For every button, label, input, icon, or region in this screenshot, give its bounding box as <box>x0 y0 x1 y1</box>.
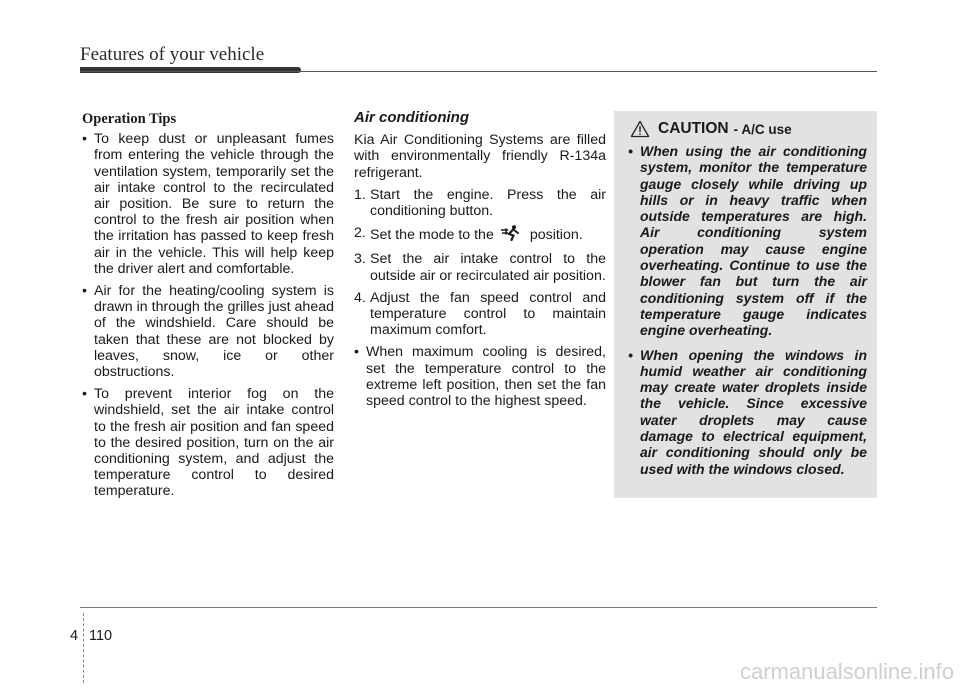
page-section-number: 4 <box>70 628 79 644</box>
footer-divider <box>83 613 85 683</box>
operation-tips-list <box>82 131 334 499</box>
footer-rule <box>80 607 877 608</box>
page-header-title: Features of your vehicle <box>80 44 265 65</box>
bullet-mark: • <box>354 344 359 361</box>
bullet-mark: • <box>82 131 87 148</box>
bullet-mark: • <box>82 283 87 300</box>
list-item-text: Air for the heating/cooling system is drawn in through the grilles just ahead of the windshield. Care should be taken that these are not blocked by leaves, snow, ice or other obstructions. <box>94 283 334 381</box>
step-item <box>354 251 606 283</box>
caution-subtitle: - A/C use <box>733 121 792 137</box>
operation-tips-heading: Operation Tips <box>82 111 177 127</box>
caution-list <box>628 143 867 477</box>
bullet-mark: • <box>82 386 87 403</box>
bullet-mark: • <box>628 346 633 363</box>
caution-header <box>628 120 867 138</box>
step-item <box>354 187 606 219</box>
air-conditioning-steps <box>354 187 606 339</box>
list-item <box>82 386 334 499</box>
list-item-text: When maximum cooling is desired, set the temperature control to the extreme left position, then set the fan speed control to the highest speed. <box>366 344 606 410</box>
middle-column <box>354 110 606 415</box>
left-column <box>82 110 334 506</box>
header-rule-thick <box>80 67 301 73</box>
list-item <box>82 131 334 277</box>
caution-item-text: When opening the windows in humid weather air conditioning may create water droplets inside the vehicle. Since excessive water droplets may cause damage to electrical equipment, air conditioning should only be used with the windows closed. <box>640 346 867 477</box>
step-item <box>354 225 606 245</box>
bullet-mark: • <box>628 143 633 159</box>
list-item <box>628 143 867 339</box>
caution-title: CAUTION <box>658 120 729 137</box>
list-item <box>82 283 334 380</box>
header-rule <box>80 71 877 72</box>
step-item <box>354 290 606 339</box>
step-text-before: Set the mode to the <box>370 227 494 244</box>
warning-triangle-icon <box>630 120 650 138</box>
step-text: Start the engine. Press the air conditioning button. <box>370 186 606 220</box>
air-conditioning-title: Air conditioning <box>354 109 469 126</box>
air-conditioning-intro: Kia Air Conditioning Systems are filled with environmentally friendly R-134a refrigerant. <box>354 132 606 181</box>
page-number: 110 <box>89 628 113 644</box>
list-item-text: To prevent interior fog on the windshield, set the air intake control to the fresh air position and fan speed to the desired position, turn on the air conditioning system, and adjust the temperature control to desired temperature. <box>94 386 334 500</box>
step-text: Adjust the fan speed control and temperature control to maintain maximum comfort. <box>370 289 606 339</box>
step-text: Set the air intake control to the outside air or recirculated air position. <box>370 251 606 284</box>
caution-item-text: When using the air conditioning system, monitor the temperature gauge closely while driving up hills or in heavy traffic when outside temperatures are high. Air conditioning system operation may cause engine overheating. Continue to use the blower fan but turn the air conditioning system off if the temperature gauge indicates engine overheating. <box>640 143 867 339</box>
caution-box <box>614 111 877 498</box>
step-number: 4. <box>354 289 366 306</box>
watermark: carmanualsonline.info <box>739 659 954 684</box>
step-text-after: position. <box>529 227 583 244</box>
air-conditioning-notes <box>354 344 606 409</box>
list-item <box>628 347 867 477</box>
face-vent-mode-icon <box>500 225 526 245</box>
list-item <box>354 344 606 409</box>
list-item-text: To keep dust or unpleasant fumes from entering the vehicle through the ventilation system, temporarily set the air intake control to the recirculated air position. Be sure to return the control to the fresh air position when the irritation has passed to keep fresh air in the vehicle. This will help keep the driver alert and comfortable. <box>94 131 334 277</box>
step-number: 3. <box>354 251 366 268</box>
step-number: 1. <box>354 186 366 203</box>
step-number: 2. <box>354 225 366 242</box>
